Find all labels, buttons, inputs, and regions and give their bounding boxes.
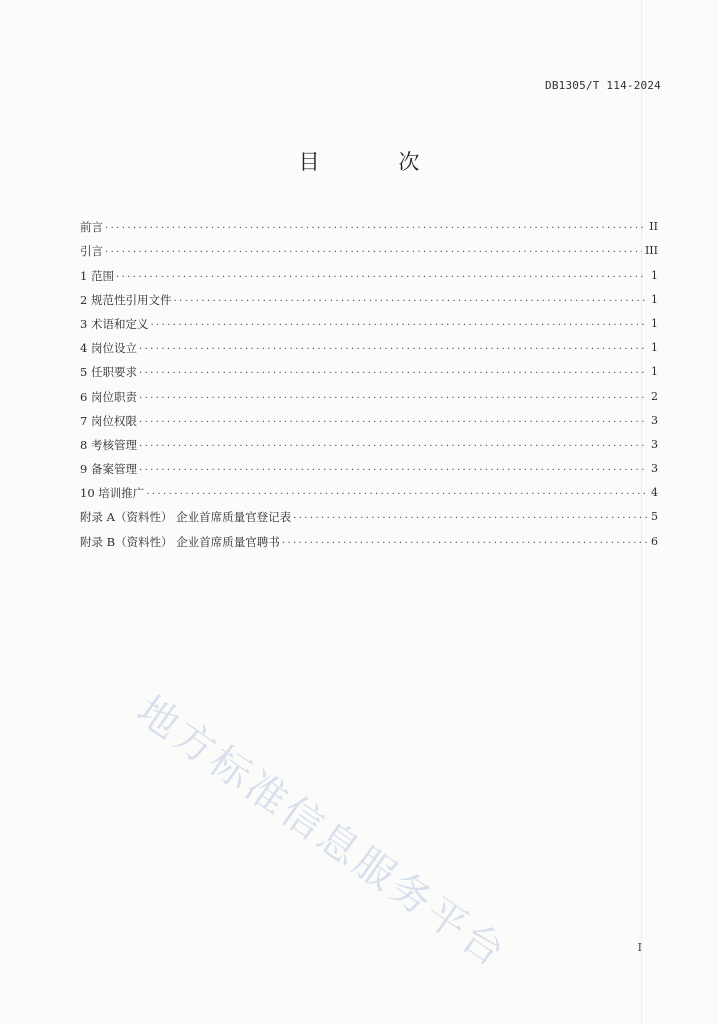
dot-leader [139, 339, 647, 356]
toc-entry-page: III [644, 244, 658, 258]
dot-leader [282, 533, 647, 550]
toc-entry-page: 3 [651, 437, 658, 451]
toc-entry-page: 2 [651, 389, 658, 403]
toc-entry-page: 1 [651, 365, 658, 379]
toc-entry-label: 4 岗位设立 [80, 341, 137, 356]
toc-entry-normative-references[interactable] [80, 284, 658, 308]
toc-entry-page: 3 [651, 462, 658, 476]
toc-entry-filing[interactable] [80, 453, 658, 477]
toc-entry-appendix-b[interactable] [80, 525, 658, 549]
toc-entry-label: 7 岗位权限 [80, 413, 137, 428]
toc-entry-qualifications[interactable] [80, 356, 658, 380]
table-of-contents [80, 211, 658, 550]
toc-entry-page: 6 [651, 534, 658, 548]
toc-entry-label: 8 考核管理 [80, 437, 137, 452]
toc-entry-label: 引言 [80, 244, 103, 259]
toc-entry-page: 1 [651, 292, 658, 306]
dot-leader [139, 412, 647, 429]
toc-entry-label: 附录 A（资料性） 企业首席质量官登记表 [80, 510, 292, 525]
toc-entry-page: 3 [651, 413, 658, 427]
toc-entry-scope[interactable] [80, 259, 658, 283]
dot-leader [139, 436, 647, 453]
toc-entry-responsibilities[interactable] [80, 380, 658, 404]
dot-leader [139, 460, 647, 477]
dot-leader [116, 267, 647, 284]
dot-leader [139, 388, 647, 405]
toc-entry-authority[interactable] [80, 405, 658, 429]
dot-leader [105, 242, 642, 259]
dot-leader [105, 218, 646, 235]
toc-entry-label: 附录 B（资料性） 企业首席质量官聘书 [80, 534, 280, 549]
toc-entry-page: 1 [651, 316, 658, 330]
dot-leader [146, 484, 647, 501]
toc-entry-label: 5 任职要求 [80, 365, 137, 380]
toc-entry-page: 5 [651, 510, 658, 524]
toc-entry-label: 3 术语和定义 [80, 316, 149, 331]
toc-entry-label: 前言 [80, 220, 103, 235]
toc-entry-position-setup[interactable] [80, 332, 658, 356]
toc-entry-page: 4 [651, 486, 658, 500]
dot-leader [293, 508, 647, 525]
watermark: 地方标准信息服务平台 [128, 687, 516, 978]
toc-entry-appendix-a[interactable] [80, 501, 658, 525]
document-code: DB1305/T 114-2024 [545, 79, 661, 92]
toc-entry-training[interactable] [80, 477, 658, 501]
page-number: I [637, 941, 642, 954]
toc-entry-assessment[interactable] [80, 429, 658, 453]
toc-entry-foreword[interactable] [80, 211, 658, 235]
toc-entry-terms-definitions[interactable] [80, 308, 658, 332]
dot-leader [173, 291, 647, 308]
toc-entry-label: 6 岗位职责 [80, 389, 137, 404]
toc-title: 目 次 [298, 150, 456, 174]
dot-leader [139, 363, 647, 380]
toc-entry-introduction[interactable] [80, 235, 658, 259]
toc-entry-label: 10 培训推广 [80, 486, 145, 501]
toc-entry-page: 1 [651, 268, 658, 282]
dot-leader [150, 315, 647, 332]
toc-entry-label: 2 规范性引用文件 [80, 292, 172, 307]
toc-entry-label: 1 范围 [80, 268, 114, 283]
toc-entry-page: 1 [651, 341, 658, 355]
toc-entry-label: 9 备案管理 [80, 462, 137, 477]
toc-entry-page: II [649, 220, 658, 234]
